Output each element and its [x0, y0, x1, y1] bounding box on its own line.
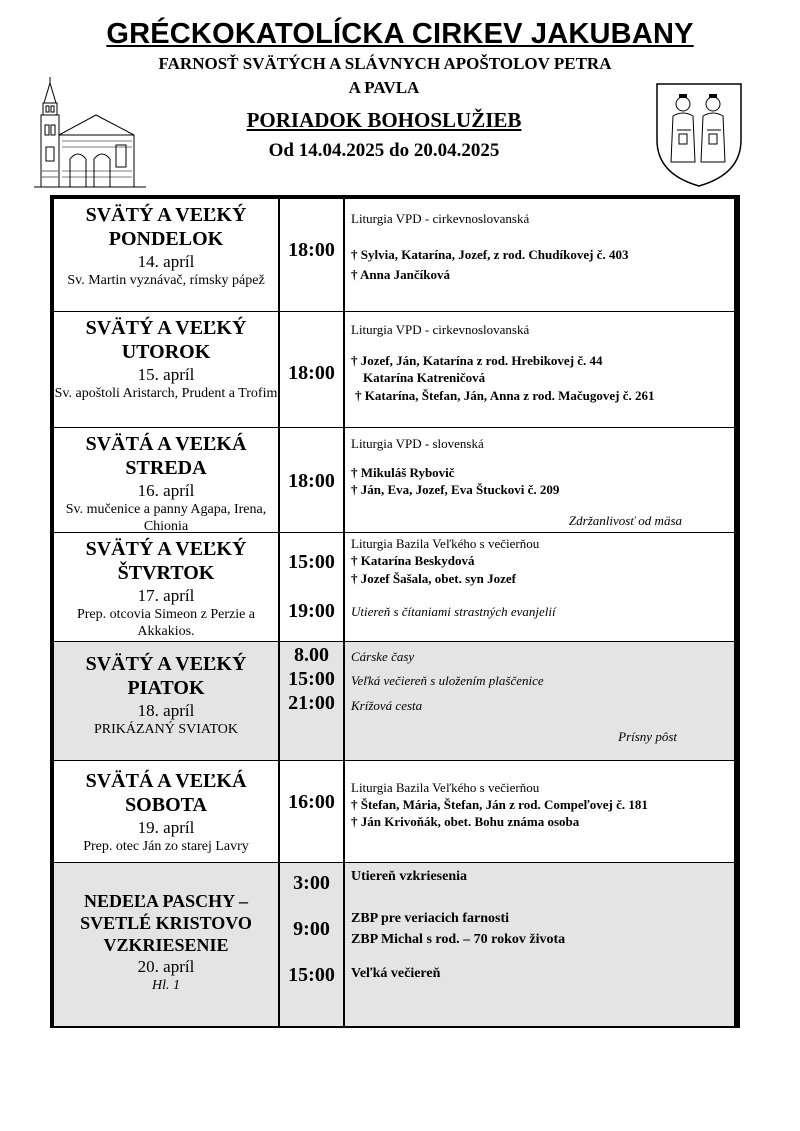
- day-saint: PRIKÁZANÝ SVIATOK: [93, 722, 239, 737]
- day-name: NEDEĽA PASCHY –: [83, 891, 249, 911]
- service-line: Veľká večiereň: [351, 966, 441, 981]
- day-cell: [54, 312, 280, 428]
- day-date: 16. apríl: [137, 481, 195, 500]
- day-name: SVÄTÝ A VEĽKÝ: [85, 204, 247, 226]
- parish-crest-icon: [655, 82, 743, 188]
- service-line: Liturgia Bazila Veľkého s večierňou: [351, 780, 540, 795]
- time-cell: [280, 863, 345, 1026]
- day-saint: Sv. Martin vyznávač, rímsky pápež: [67, 273, 265, 288]
- service-time: 15:00: [288, 668, 335, 690]
- day-name: PONDELOK: [108, 228, 224, 250]
- service-cell: [345, 761, 735, 863]
- service-line: ZBP pre veriacich farnosti: [351, 911, 509, 926]
- fasting-note: Zdržanlivosť od mäsa: [568, 513, 682, 528]
- service-time: 9:00: [293, 918, 330, 940]
- day-cell: [54, 642, 280, 761]
- service-time: 3:00: [293, 872, 330, 894]
- parish-name-line2: A PAVLA: [348, 78, 420, 97]
- day-cell: [54, 533, 280, 642]
- intention-line: † Jozef, Ján, Katarína z rod. Hrebikovej č. 44: [351, 353, 603, 368]
- service-time: 18:00: [288, 362, 335, 384]
- time-cell: [280, 642, 345, 761]
- day-saint: Sv. apoštoli Aristarch, Prudent a Trofim: [54, 386, 278, 401]
- date-range: Od 14.04.2025 do 20.04.2025: [268, 140, 500, 161]
- service-time: 15:00: [288, 551, 335, 573]
- service-time: 15:00: [288, 964, 335, 986]
- day-name: UTOROK: [121, 341, 211, 363]
- day-date: 15. apríl: [137, 365, 195, 384]
- day-name: SVÄTÝ A VEĽKÝ: [85, 317, 247, 339]
- service-line: Veľká večiereň s uložením plaščenice: [351, 673, 544, 688]
- day-name: SVETLÉ KRISTOVO: [80, 913, 252, 933]
- day-name: SVÄTÁ A VEĽKÁ: [85, 770, 247, 792]
- service-line: ZBP Michal s rod. – 70 rokov života: [351, 932, 566, 947]
- service-time: 19:00: [288, 600, 335, 622]
- service-cell: [345, 428, 735, 533]
- intention-line: † Sylvia, Katarína, Jozef, z rod. Chudíkovej č. 403: [351, 247, 629, 262]
- day-name: SVÄTÁ A VEĽKÁ: [85, 433, 247, 455]
- tone-label: Hl. 1: [152, 978, 180, 993]
- time-cell: [280, 533, 345, 642]
- intention-line: † Katarína, Štefan, Ján, Anna z rod. Mačugovej č. 261: [355, 388, 655, 403]
- service-time: 21:00: [288, 692, 335, 714]
- day-name: VZKRIESENIE: [103, 935, 229, 955]
- service-line: Liturgia Bazila Veľkého s večierňou: [351, 536, 540, 551]
- church-illustration: [34, 75, 146, 190]
- time-cell: [280, 761, 345, 863]
- day-cell: [54, 199, 280, 312]
- service-cell: [345, 199, 735, 312]
- service-time: 18:00: [288, 239, 335, 261]
- day-name: ŠTVRTOK: [117, 562, 215, 584]
- service-time: 8.00: [294, 644, 329, 666]
- day-name: SVÄTÝ A VEĽKÝ: [85, 538, 247, 560]
- service-time: 18:00: [288, 470, 335, 492]
- fasting-note: Prísny pôst: [618, 729, 677, 744]
- day-date: 14. apríl: [137, 252, 195, 271]
- day-name: STREDA: [125, 457, 207, 479]
- day-name: PIATOK: [127, 677, 205, 699]
- day-date: 17. apríl: [137, 586, 195, 605]
- day-name: SOBOTA: [125, 794, 207, 816]
- day-saint: Prep. otec Ján zo starej Lavry: [83, 839, 249, 854]
- schedule-heading: PORIADOK BOHOSLUŽIEB: [246, 108, 522, 132]
- day-date: 20. apríl: [137, 957, 195, 976]
- service-line: Utiereň s čítaniami strastných evanjelií: [351, 604, 556, 619]
- page-title: GRÉCKOKATOLÍCKA CIRKEV JAKUBANY: [106, 18, 694, 50]
- parish-name-line1: FARNOSŤ SVÄTÝCH A SLÁVNYCH APOŠTOLOV PETRA: [158, 54, 612, 73]
- day-cell: [54, 761, 280, 863]
- service-time: 16:00: [288, 791, 335, 813]
- day-cell: [54, 428, 280, 533]
- time-cell: [280, 428, 345, 533]
- time-cell: [280, 312, 345, 428]
- service-line: Liturgia VPD - cirkevnoslovanská: [351, 211, 530, 226]
- service-line: Krížová cesta: [351, 698, 423, 713]
- intention-line: Katarína Katreničová: [363, 370, 486, 385]
- intention-line: † Ján, Eva, Jozef, Eva Štuckovi č. 209: [351, 482, 560, 497]
- service-cell: [345, 312, 735, 428]
- intention-line: † Anna Jančíková: [351, 267, 450, 282]
- service-line: Liturgia VPD - slovenská: [351, 436, 484, 451]
- service-cell: [345, 863, 735, 1026]
- day-date: 18. apríl: [137, 701, 195, 720]
- time-cell: [280, 199, 345, 312]
- intention-line: † Katarína Beskydová: [351, 553, 475, 568]
- day-saint: Prep. otcovia Simeon z Perzie a Akkakios.: [76, 607, 256, 639]
- day-cell: [54, 863, 280, 1026]
- schedule-table: [50, 195, 740, 1028]
- day-saint: Sv. mučenice a panny Agapa, Irena, Chionia: [65, 502, 267, 534]
- intention-line: † Jozef Šašala, obet. syn Jozef: [351, 571, 517, 586]
- day-name: SVÄTÝ A VEĽKÝ: [85, 653, 247, 675]
- service-cell: [345, 533, 735, 642]
- intention-line: † Štefan, Mária, Štefan, Ján z rod. Compeľovej č. 181: [351, 797, 648, 812]
- service-line: Utiereň vzkriesenia: [351, 869, 467, 884]
- day-date: 19. apríl: [137, 818, 195, 837]
- service-cell: [345, 642, 735, 761]
- intention-line: † Ján Krivoňák, obet. Bohu známa osoba: [351, 814, 580, 829]
- service-line: Liturgia VPD - cirkevnoslovanská: [351, 322, 530, 337]
- intention-line: † Mikuláš Rybovič: [351, 465, 455, 480]
- service-line: Cárske časy: [351, 649, 415, 664]
